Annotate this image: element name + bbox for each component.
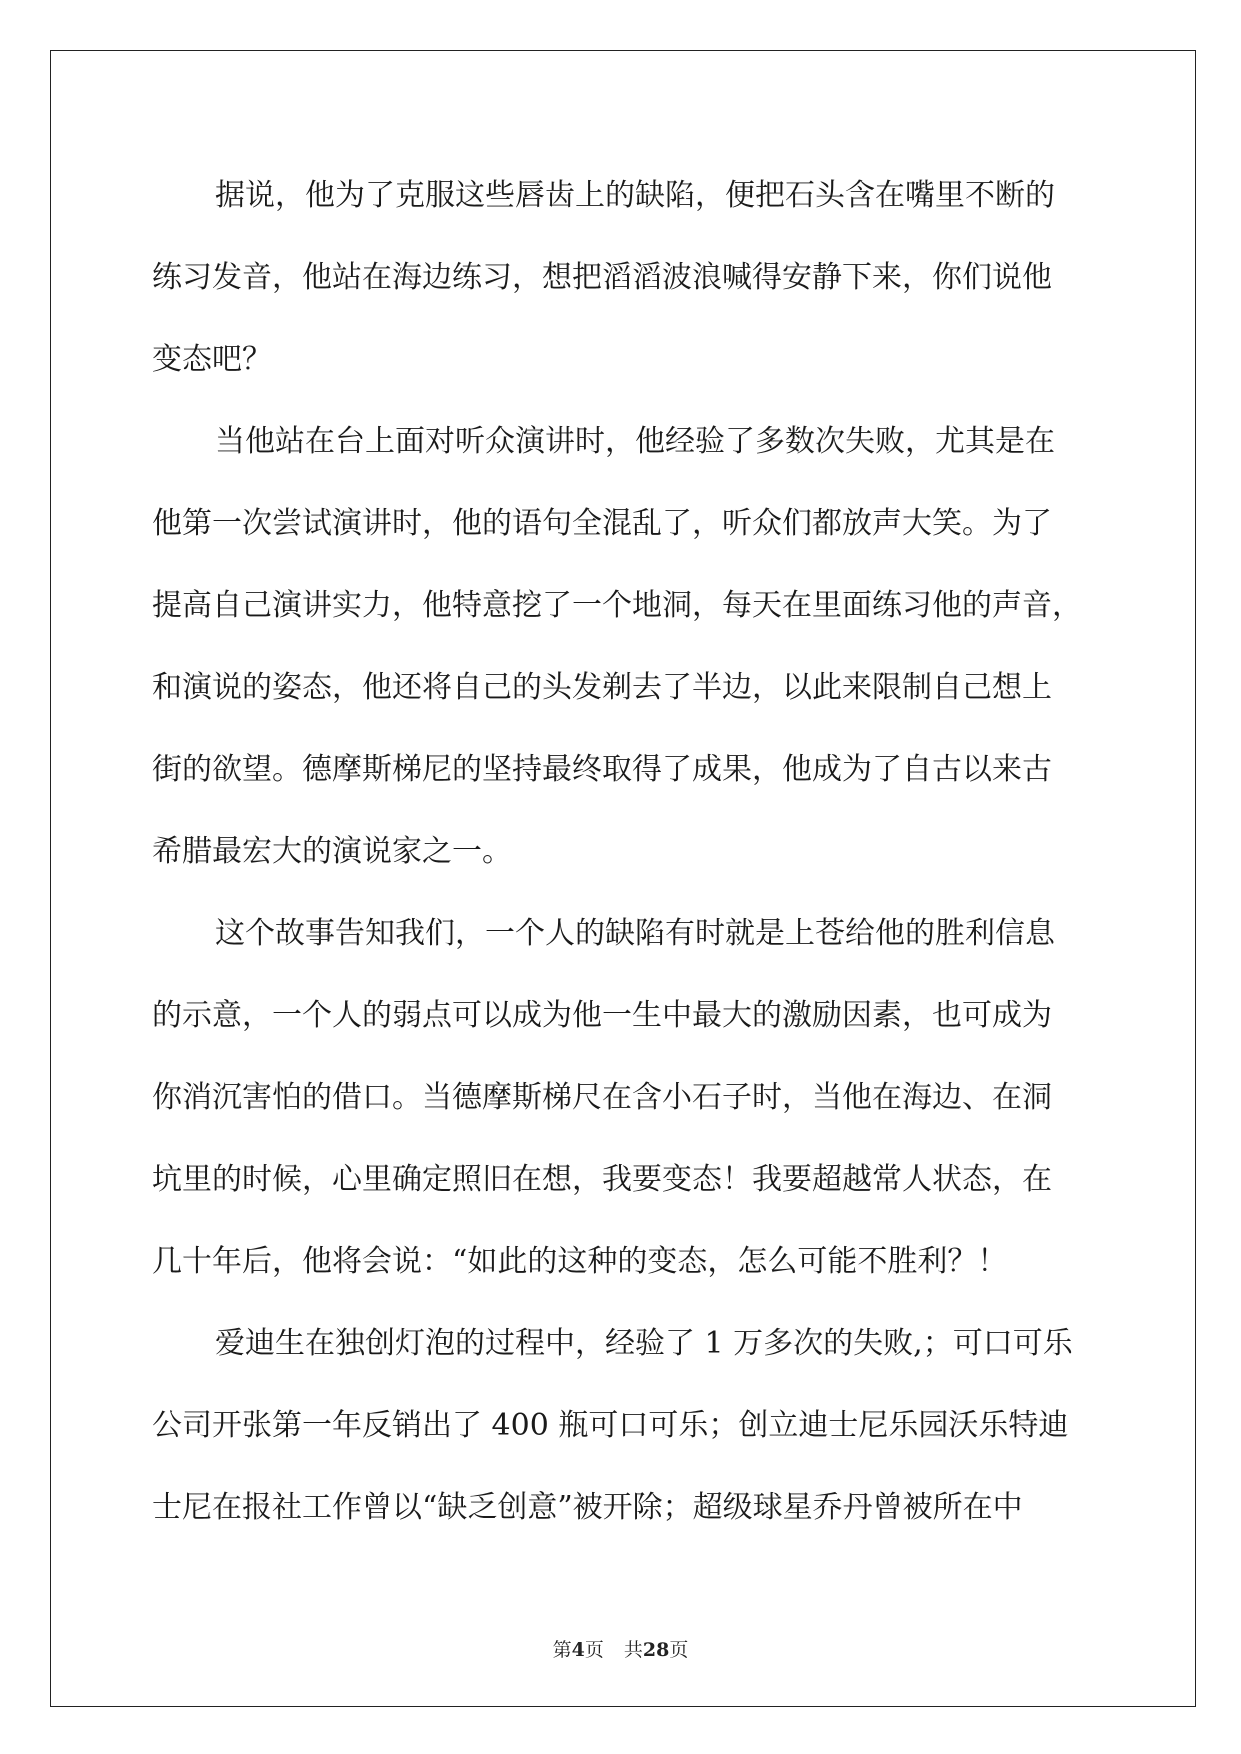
paragraph-line: 公司开张第一年反销出了 400 瓶可口可乐；创立迪士尼乐园沃乐特迪 <box>152 1408 1069 1443</box>
paragraph-line: 希腊最宏大的演说家之一。 <box>152 834 512 869</box>
paragraph-line: 几十年后，他将会说：“如此的这种的变态，怎么可能不胜利？！ <box>152 1244 1008 1279</box>
paragraph-line: 据说，他为了克服这些唇齿上的缺陷，便把石头含在嘴里不断的 <box>215 178 1055 213</box>
total-page-number: 28 <box>642 1639 670 1661</box>
paragraph-line: 提高自己演讲实力，他特意挖了一个地洞，每天在里面练习他的声音， <box>152 588 1082 623</box>
paragraph-line: 士尼在报社工作曾以“缺乏创意”被开除；超级球星乔丹曾被所在中 <box>152 1490 1023 1525</box>
total-suffix: 页 <box>669 1639 689 1661</box>
paragraph-line: 和演说的姿态，他还将自己的头发剃去了半边，以此来限制自己想上 <box>152 670 1052 705</box>
paragraph-line: 街的欲望。德摩斯梯尼的坚持最终取得了成果，他成为了自古以来古 <box>152 752 1052 787</box>
paragraph-line: 这个故事告知我们，一个人的缺陷有时就是上苍给他的胜利信息 <box>215 916 1055 951</box>
paragraph-line: 的示意，一个人的弱点可以成为他一生中最大的激励因素，也可成为 <box>152 998 1052 1033</box>
paragraph-line: 练习发音，他站在海边练习，想把滔滔波浪喊得安静下来，你们说他 <box>152 260 1052 295</box>
paragraph-line: 他第一次尝试演讲时，他的语句全混乱了，听众们都放声大笑。为了 <box>152 506 1052 541</box>
paragraph-line: 坑里的时候，心里确定照旧在想，我要变态！我要超越常人状态，在 <box>152 1162 1052 1197</box>
paragraph-line: 当他站在台上面对听众演讲时，他经验了多数次失败，尤其是在 <box>215 424 1055 459</box>
total-prefix: 共 <box>623 1639 643 1661</box>
page-prefix: 第 <box>552 1639 572 1661</box>
current-page-number: 4 <box>571 1639 585 1661</box>
paragraph-line: 你消沉害怕的借口。当德摩斯梯尺在含小石子时，当他在海边、在洞 <box>152 1080 1052 1115</box>
document-body <box>152 155 1097 1549</box>
paragraph-line: 爱迪生在独创灯泡的过程中，经验了 1 万多次的失败,；可口可乐 <box>215 1326 1073 1361</box>
page-footer <box>0 1635 1241 1662</box>
paragraph-line: 变态吧？ <box>152 342 272 377</box>
page-suffix: 页 <box>584 1639 604 1661</box>
